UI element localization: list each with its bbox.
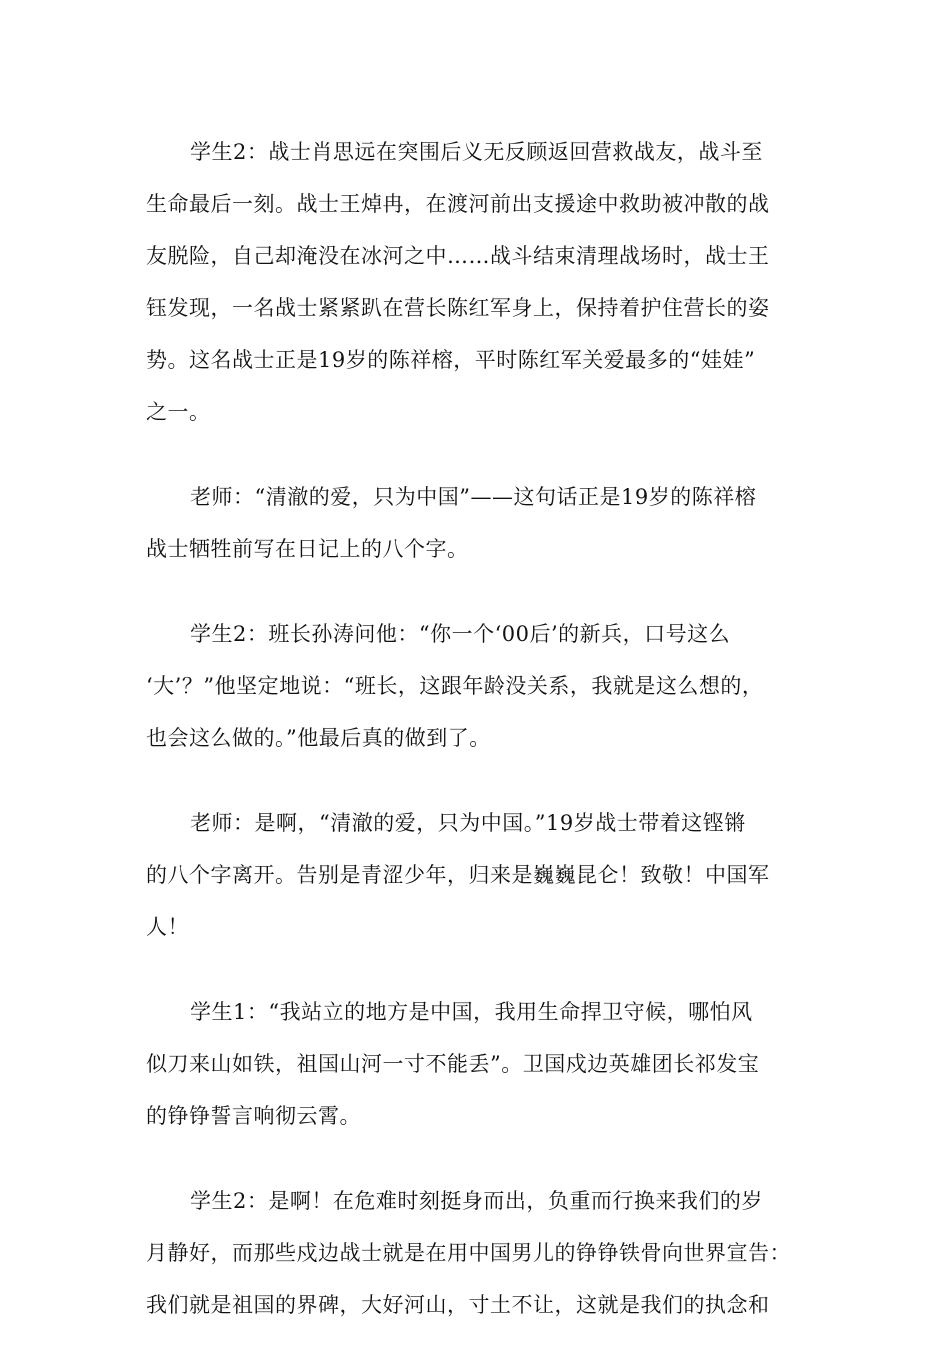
text-line: 也会这么做的。”他最后真的做到了。	[146, 726, 491, 750]
text-line: 钰发现，一名战士紧紧趴在营长陈红军身上，保持着护住营长的姿	[146, 296, 770, 320]
text-line: 老师：是啊，“清澈的爱，只为中国。”19岁战士带着这铿锵	[190, 811, 746, 835]
paragraph-teacher-diary	[146, 471, 816, 575]
text-line: 势。这名战士正是19岁的陈祥榕，平时陈红军关爱最多的“娃娃”	[146, 348, 756, 372]
text-line: 学生2：班长孙涛问他：“你一个‘00后’的新兵，口号这么	[190, 622, 731, 646]
text-line: 战士牺牲前写在日记上的八个字。	[146, 537, 469, 561]
text-line: 的铮铮誓言响彻云霄。	[146, 1104, 361, 1128]
text-line: 学生2：是啊！在危难时刻挺身而出，负重而行换来我们的岁	[190, 1189, 763, 1213]
text-line: 友脱险，自己却淹没在冰河之中……战斗结束清理战场时，战士王	[146, 244, 770, 268]
text-line: 学生2：战士肖思远在突围后义无反顾返回营救战友，战斗至	[190, 140, 763, 164]
paragraph-student2-boundary	[146, 1175, 816, 1331]
text-line: 学生1：“我站立的地方是中国，我用生命捍卫守候，哪怕风	[190, 1000, 753, 1024]
paragraph-student2-squad-leader	[146, 608, 816, 764]
paragraph-student1-oath	[146, 986, 816, 1142]
text-line: 人！	[146, 915, 189, 939]
document-body	[146, 126, 816, 1364]
paragraph-student2-sacrifice	[146, 126, 816, 438]
text-line: 月静好，而那些戍边战士就是在用中国男儿的铮铮铁骨向世界宣告：	[146, 1241, 791, 1265]
text-line: 生命最后一刻。战士王焯冉，在渡河前出支援途中救助被冲散的战	[146, 192, 770, 216]
text-line: 我们就是祖国的界碑，大好河山，寸土不让，这就是我们的执念和	[146, 1293, 770, 1317]
text-line: 之一。	[146, 400, 211, 424]
text-line: 似刀来山如铁，祖国山河一寸不能丢”。卫国戍边英雄团长祁发宝	[146, 1052, 760, 1076]
text-line: ‘大’？”他坚定地说：“班长，这跟年龄没关系，我就是这么想的，	[146, 674, 764, 698]
text-line: 老师：“清澈的爱，只为中国”——这句话正是19岁的陈祥榕	[190, 485, 757, 509]
text-line: 的八个字离开。告别是青涩少年，归来是巍巍昆仑！致敬！中国军	[146, 863, 770, 887]
paragraph-teacher-tribute	[146, 797, 816, 953]
